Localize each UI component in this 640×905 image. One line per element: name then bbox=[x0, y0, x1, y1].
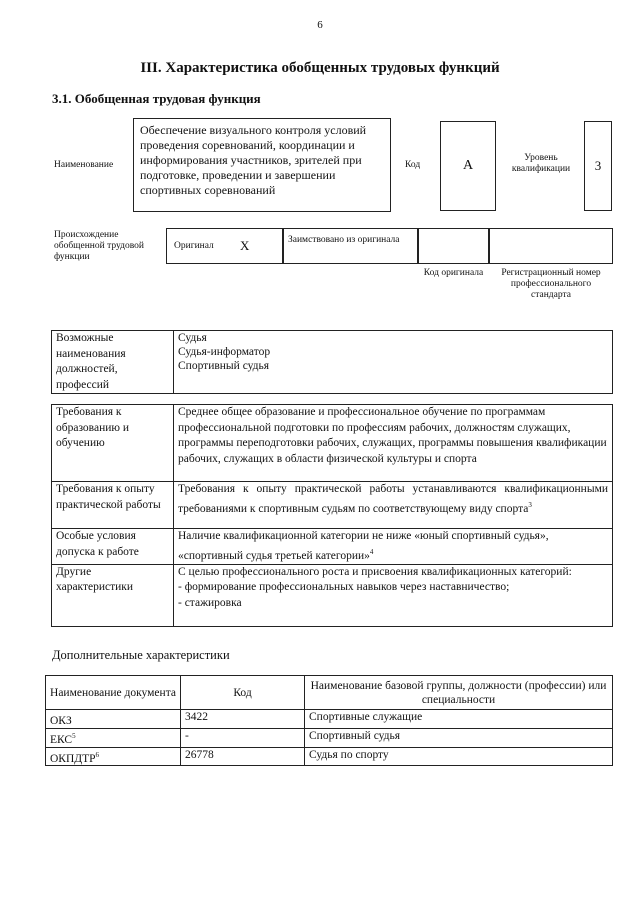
additional-table bbox=[45, 675, 613, 766]
original-box bbox=[166, 228, 283, 264]
position-item: Спортивный судья bbox=[178, 360, 270, 372]
name-cell: Спортивный судья bbox=[305, 728, 613, 747]
requirement-label: Требования к опыту практической работы bbox=[52, 482, 174, 529]
level-label: Уровень квалификации bbox=[511, 153, 571, 174]
position-item: Судья bbox=[178, 332, 207, 344]
positions-label: Возможные наименования должностей, профессий bbox=[52, 331, 174, 394]
doc-cell: ЕКС$^5$ bbox=[46, 728, 181, 747]
requirement-value: С целью профессионального роста и присвоения квалификационных категорий: - формирование профессиональных навыков через наставничество; - стажировка bbox=[174, 564, 613, 626]
function-name-box bbox=[133, 118, 391, 212]
name-label: Наименование bbox=[54, 160, 114, 170]
requirement-value: Требования к опыту практической работы устанавливаются квалификационными требованиями к спортивным судьям по соответствующему виду спорта$^3$ bbox=[174, 482, 613, 529]
section-title: III. Характеристика обобщенных трудовых функций bbox=[140, 60, 500, 76]
footnote-ref: 3 bbox=[528, 500, 532, 509]
code-label: Код bbox=[405, 160, 421, 170]
original-label: Оригинал bbox=[174, 241, 214, 251]
requirements-table bbox=[51, 404, 613, 627]
table-row bbox=[46, 728, 613, 747]
level-box bbox=[584, 121, 612, 211]
level-value: 3 bbox=[594, 158, 602, 173]
origin-label: Происхождение обобщенной трудовой функции bbox=[54, 230, 144, 262]
code-box bbox=[440, 121, 496, 211]
doc-cell: ОКПДТР$^6$ bbox=[46, 747, 181, 766]
code-cell: 3422 bbox=[181, 710, 305, 729]
reg-number-label: Регистрационный номер профессионального стандарта bbox=[501, 268, 601, 300]
additional-title: Дополнительные характеристики bbox=[52, 648, 230, 662]
code-value: А bbox=[462, 158, 474, 173]
borrowed-label: Заимствовано из оригинала bbox=[288, 235, 400, 245]
positions-values bbox=[174, 331, 613, 394]
code-original-box bbox=[418, 228, 489, 264]
requirement-label: Особые условия допуска к работе bbox=[52, 529, 174, 565]
column-header: Код bbox=[181, 676, 305, 710]
code-cell: 26778 bbox=[181, 747, 305, 766]
column-header: Наименование базовой группы, должности (профессии) или специальности bbox=[305, 676, 613, 710]
table-row bbox=[46, 710, 613, 729]
requirement-label: Другие характеристики bbox=[52, 564, 174, 626]
code-original-label: Код оригинала bbox=[423, 268, 484, 278]
column-header: Наименование документа bbox=[46, 676, 181, 710]
name-cell: Судья по спорту bbox=[305, 747, 613, 766]
table-row bbox=[46, 747, 613, 766]
reg-number-box bbox=[489, 228, 613, 264]
original-mark: X bbox=[240, 238, 250, 253]
positions-table bbox=[51, 330, 613, 394]
footnote-ref: 4 bbox=[369, 547, 374, 556]
requirement-label: Требования к образованию и обучению bbox=[52, 405, 174, 482]
page-number: 6 bbox=[317, 19, 323, 31]
requirement-value: Наличие квалификационной категории не ниже «юный спортивный судья», «спортивный судья третьей категории»$^4$ bbox=[174, 529, 613, 565]
borrowed-box bbox=[283, 228, 418, 264]
doc-cell: ОКЗ bbox=[46, 710, 181, 729]
function-name: Обеспечение визуального контроля условий проведения соревнований, координации и информирования участников, зрителей при подготовке, проведении и завершении спортивных соревнований bbox=[140, 123, 367, 197]
requirement-value: Среднее общее образование и профессиональное обучение по программам профессиональной подготовки по профессиям рабочих, должностям служащих, программы переподготовки рабочих, служащих, программы повышения квалификации рабочих, служащих в области физической культуры и спорта bbox=[174, 405, 613, 482]
position-item: Судья-информатор bbox=[178, 346, 271, 358]
subsection-title: 3.1. Обобщенная трудовая функция bbox=[52, 91, 261, 106]
code-cell: - bbox=[181, 728, 305, 747]
name-cell: Спортивные служащие bbox=[305, 710, 613, 729]
